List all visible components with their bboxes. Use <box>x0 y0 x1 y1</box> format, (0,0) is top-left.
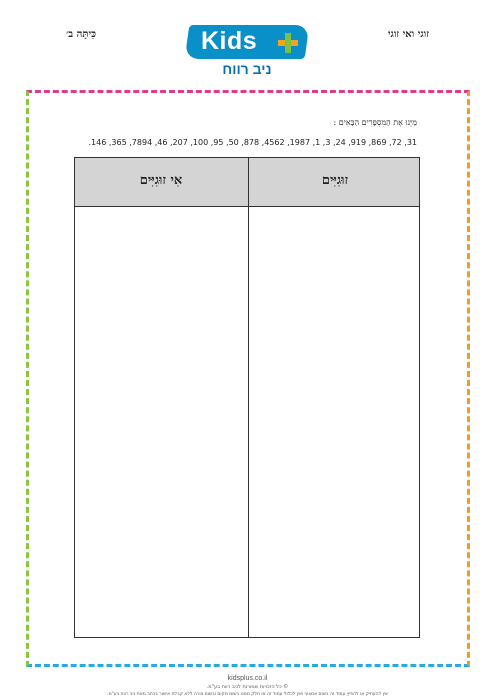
even-column-header: זוּגִיִּים <box>321 173 349 188</box>
site-url: kidsplus.co.il <box>227 675 268 682</box>
numbers-list: 31, 72, 869, 919, 24, 3, 1, 1987, 4562, 878, 50, 95, 100, 207, 46, 7894, 365, 146. <box>88 138 417 147</box>
legal-notice: אין להעתיק או להפיץ עמוד זה בשום אמצעי ואין לכלול עמוד זה או חלק ממנו בשום מקום ובשום צורה ללא קבלת אישור בכתב מאת ניב רווח בע"מ. <box>107 692 388 697</box>
grade-label: כִּיתָּה ב׳ <box>66 29 96 40</box>
column-divider <box>248 158 249 637</box>
logo-subtitle: ניב רווח <box>222 61 272 77</box>
plus-icon <box>278 33 298 53</box>
sorting-table <box>74 157 420 638</box>
instruction-text: מַיְּנוּ אֶת הַמִּסְפָּרִים הַבָּאִים : <box>333 118 417 127</box>
odd-column-header: אִי זוּגִיִּים <box>139 173 183 188</box>
logo-word: Kids <box>201 27 258 55</box>
copyright-notice: © כל הזכויות שמורות לניב רווח בע"מ. <box>206 684 289 690</box>
topic-label: זוגי ואי זוגי <box>387 29 429 40</box>
kids-plus-logo <box>187 22 309 82</box>
